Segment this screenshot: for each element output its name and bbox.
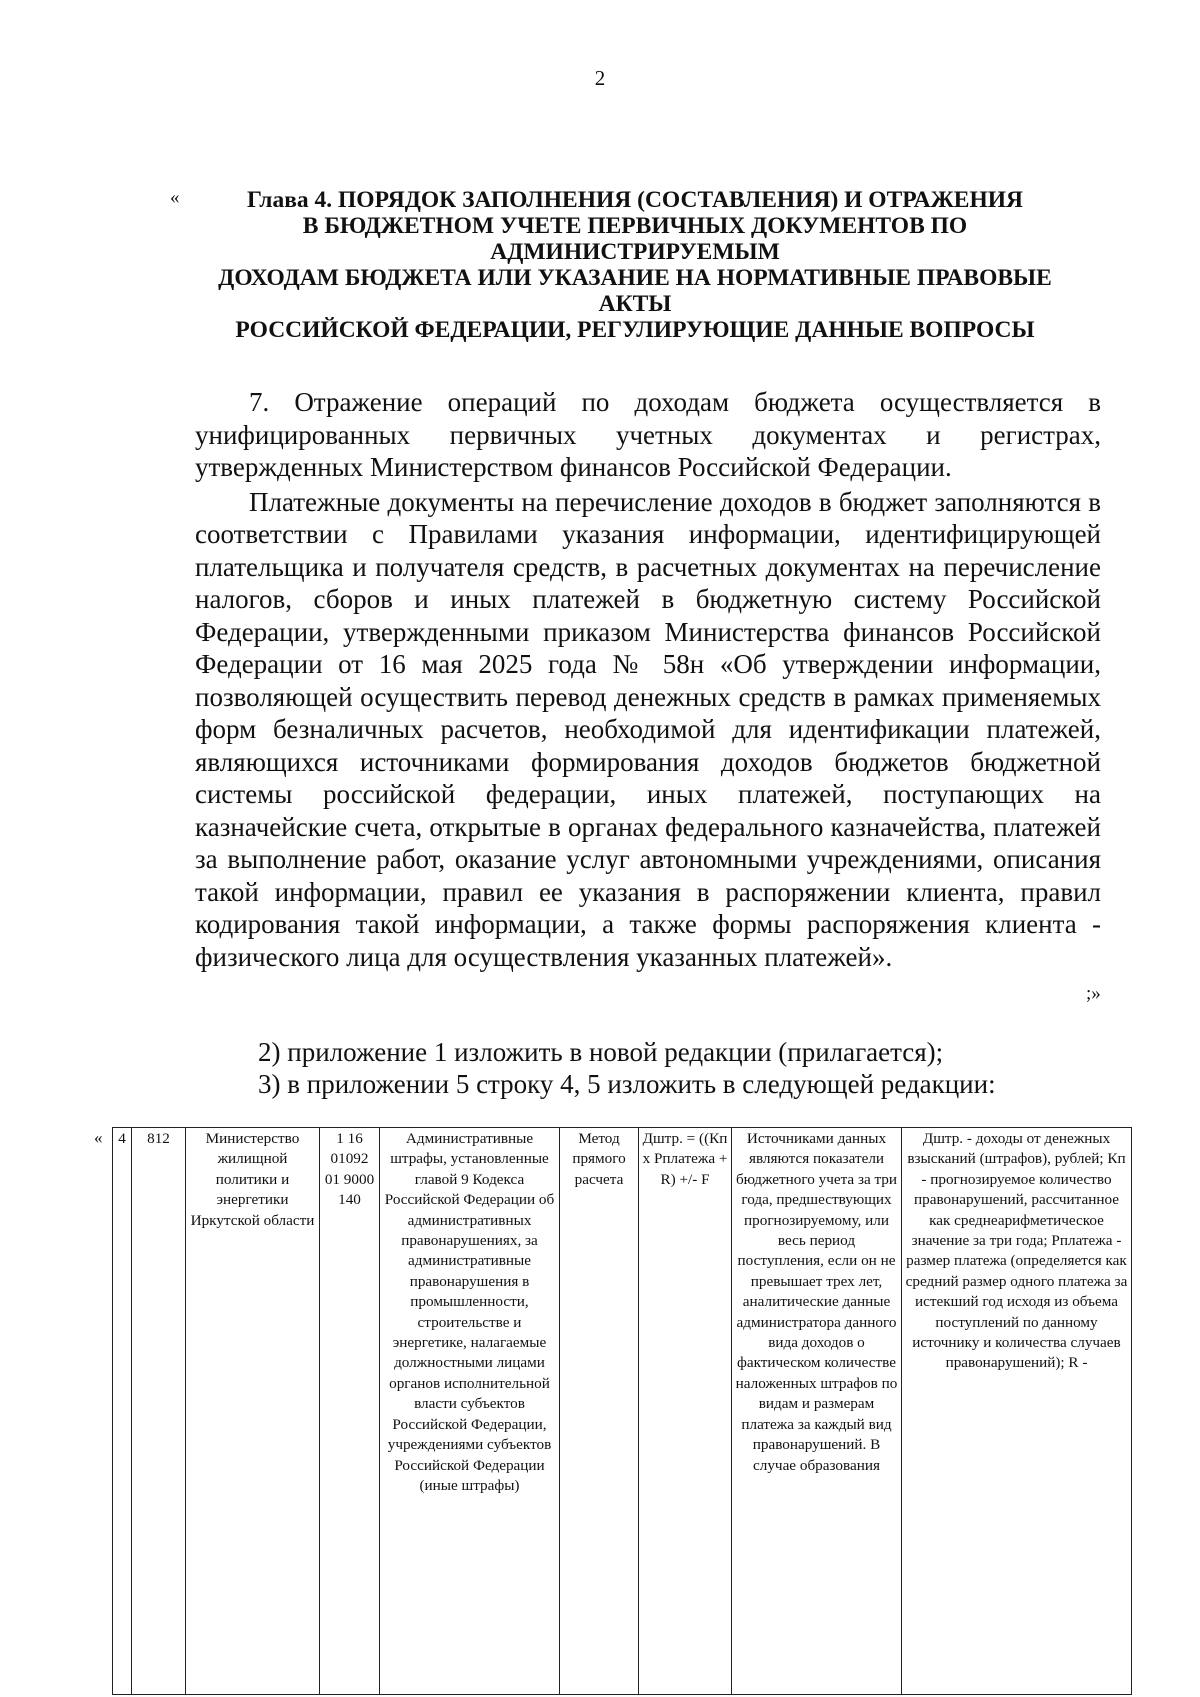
row-number-cell: 4: [113, 1128, 132, 1695]
administrator-code-cell: 812: [132, 1128, 186, 1695]
page-number: 2: [594, 66, 606, 90]
heading-line: АКТЫ: [598, 291, 672, 317]
chapter-heading: [195, 187, 1075, 343]
amendment-item-2: 2) приложение 1 изложить в новой редакции (прилагается);: [258, 1037, 944, 1067]
heading-line: АДМИНИСТРИРУЕМЫМ: [490, 239, 780, 265]
opening-quote-mark: «: [170, 187, 180, 208]
heading-line: В БЮДЖЕТНОМ УЧЕТЕ ПЕРВИЧНЫХ ДОКУМЕНТОВ ПО: [302, 213, 968, 239]
paragraph-payment-documents: Платежные документы на перечисление доходов в бюджет заполняются в соответствии с Правилами указания информации, идентифицирующей плательщика и получателя средств, в расчетных документах на перечисление налогов, сборов и иных платежей в бюджетную систему Российской Федерации, утвержденными приказом Министерства финансов Российской Федерации от 16 мая 2025 года № 58н «Об утверждении информации, позволяющей осуществить перевод денежных средств в рамках применяемых форм безналичных расчетов, необходимой для идентификации платежей, являющихся источниками формирования доходов бюджетов бюджетной системы российской федерации, иных платежей, поступающих на казначейские счета, открытые в органах федерального казначейства, платежей за выполнение работ, оказание услуг автономными учреждениями, описания такой информации, правил ее указания в распоряжении клиента, правил кодирования такой информации, а также формы распоряжения клиента - физического лица для осуществления указанных платежей».: [195, 486, 1101, 972]
revenue-forecast-table: [112, 1127, 1132, 1695]
heading-line: ДОХОДАМ БЮДЖЕТА ИЛИ УКАЗАНИЕ НА НОРМАТИВНЫЕ ПРАВОВЫЕ: [218, 265, 1052, 291]
formula-cell: Дштр. = ((Кп х Рплатежа + R) +/- F: [639, 1128, 732, 1695]
administrator-name-cell: Министерство жилищной политики и энергетики Иркутской области: [186, 1128, 320, 1695]
heading-line: Глава 4. ПОРЯДОК ЗАПОЛНЕНИЯ (СОСТАВЛЕНИЯ) И ОТРАЖЕНИЯ: [246, 187, 1024, 213]
indicator-description-cell: Дштр. - доходы от денежных взысканий (штрафов), рублей; Кп - прогнозируемое количество правонарушений, рассчитанное как среднеарифметическое значение за три года; Рплатежа - размер платежа (определяется как средний размер одного платежа за истекший год исходя из объема поступлений по данному источнику и количества случаев правонарушений); R -: [902, 1128, 1132, 1695]
table-opening-quote-mark: «: [94, 1128, 103, 1147]
body-text: [195, 386, 1101, 973]
data-sources-cell: Источниками данных являются показатели бюджетного учета за три года, предшествующих прогнозируемому, или весь период поступления, если он не превышает трех лет, аналитические данные администратора данного вида доходов о фактическом количестве наложенных штрафов по видам и размерам платежа за каждый вид правонарушений. В случае образования: [732, 1128, 902, 1695]
paragraph-7: 7. Отражение операций по доходам бюджета осуществляется в унифицированных первичных учетных документах и регистрах, утвержденных Министерством финансов Российской Федерации.: [195, 387, 1101, 482]
amendment-item-3: 3) в приложении 5 строку 4, 5 изложить в следующей редакции:: [258, 1069, 996, 1099]
table-row: [113, 1128, 1132, 1695]
closing-quote-mark: ;»: [1086, 983, 1101, 1004]
budget-code-cell: 1 16 01092 01 9000 140: [320, 1128, 380, 1695]
revenue-name-cell: Административные штрафы, установленные главой 9 Кодекса Российской Федерации об административных правонарушениях, за административные правонарушения в промышленности, строительстве и энергетике, налагаемые должностными лицами органов исполнительной власти субъектов Российской Федерации, учреждениями субъектов Российской Федерации (иные штрафы): [380, 1128, 560, 1695]
calculation-method-cell: Метод прямого расчета: [560, 1128, 639, 1695]
heading-line: РОССИЙСКОЙ ФЕДЕРАЦИИ, РЕГУЛИРУЮЩИЕ ДАННЫЕ ВОПРОСЫ: [235, 317, 1035, 343]
